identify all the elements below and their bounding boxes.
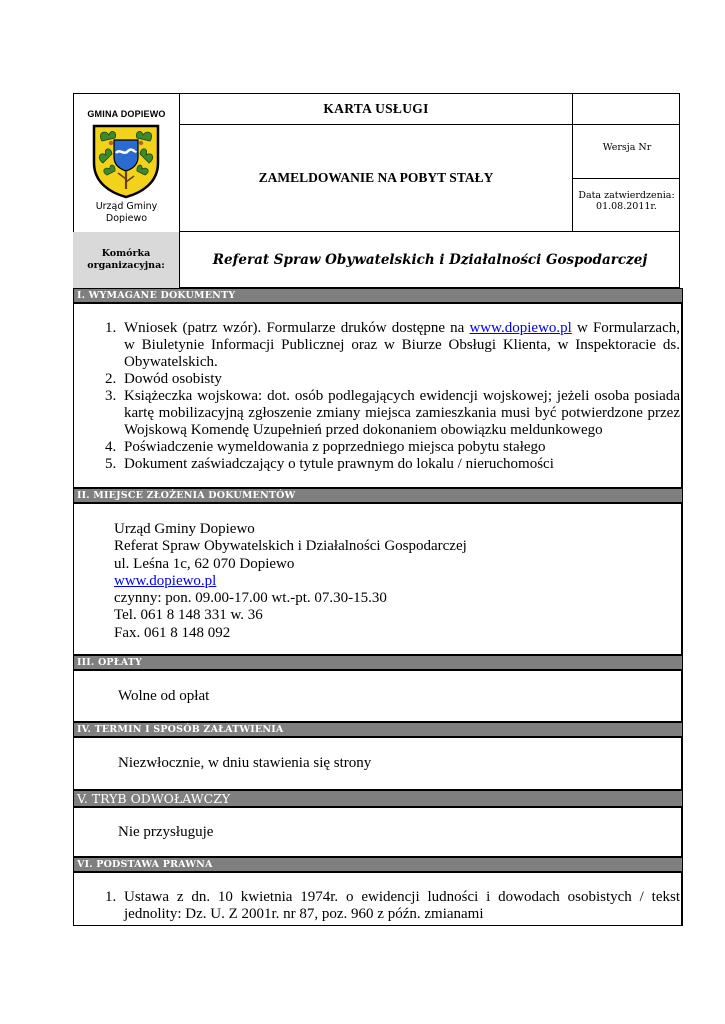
- title-right-cell: [572, 93, 680, 125]
- section-documents-body: [73, 303, 683, 488]
- office-name: [73, 201, 180, 225]
- unit-label-1: Komórka: [101, 248, 151, 259]
- opening-hours: czynny: pon. 09.00-17.00 wt.-pt. 07.30-15.30: [114, 590, 387, 607]
- documents-list: [74, 320, 681, 473]
- unit-label-cell: [73, 232, 180, 288]
- phone-number: Tel. 061 8 148 331 w. 36: [114, 607, 263, 624]
- list-item: 5. Dokument zaświadczający o tytule prawnym do lokalu / nieruchomości: [120, 456, 680, 473]
- address-office: Urząd Gminy Dopiewo: [114, 521, 255, 537]
- section-deadline-body: [73, 737, 683, 790]
- address-street: ul. Leśna 1c, 62 070 Dopiewo: [114, 555, 295, 572]
- approval-label: Data zatwierdzenia:: [578, 190, 675, 201]
- section-legal-body: [73, 872, 683, 926]
- list-item: 1. Ustawa z dn. 10 kwietnia 1974r. o ewidencji ludności i dowodach osobistych / tekst jednolity: Dz. U. Z 2001r. nr 87, poz. 960 z późn. zmianami: [120, 889, 680, 923]
- fax-number: Fax. 061 8 148 092: [114, 624, 231, 641]
- deadline-text: Niezwłocznie, w dniu stawienia się strony: [118, 755, 372, 771]
- website-link[interactable]: www.dopiewo.pl: [469, 320, 572, 336]
- list-item: 4. Poświadczenie wymeldowania z poprzedniego miejsca pobytu stałego: [120, 439, 680, 456]
- section-appeal-header: V. TRYB ODWOŁAWCZY: [73, 790, 683, 807]
- office-line-2: Dopiewo: [105, 213, 148, 224]
- website-link[interactable]: www.dopiewo.pl: [114, 572, 217, 589]
- section-appeal-body: [73, 807, 683, 857]
- section-fees-header: III. OPŁATY: [73, 655, 683, 670]
- unit-name: Referat Spraw Obywatelskich i Działalności Gospodarczej: [212, 252, 648, 268]
- logo-caption: GMINA DOPIEWO: [87, 109, 166, 119]
- section-documents-header: I. WYMAGANE DOKUMENTY: [73, 288, 683, 303]
- unit-label-2: organizacyjna:: [87, 260, 165, 271]
- section-place-body: [73, 503, 683, 655]
- list-item: 1. Wniosek (patrz wzór). Formularze druków dostępne na www.dopiewo.pl w Formularzach, w Biuletynie Informacji Publicznej oraz w Biurze Obsługi Klienta, w Inspektoracie ds. Obywatelskich.: [120, 320, 680, 371]
- list-item: 3. Książeczka wojskowa: dot. osób podlegających ewidencji wojskowej; jeżeli osoba posiada kartę mobilizacyjną zgłoszenie zmiany miejsca zamieszkania musi być potwierdzone przez Wojskową Komendę Uzupełnień przed dokonaniem obowiązku meldunkowego: [120, 388, 680, 439]
- approval-date: 01.08.2011r.: [596, 201, 657, 212]
- appeal-text: Nie przysługuje: [118, 824, 214, 840]
- office-line-1: Urząd Gminy: [95, 201, 158, 212]
- version-label: Wersja Nr: [602, 142, 652, 153]
- section-legal-header: VI. PODSTAWA PRAWNA: [73, 857, 683, 872]
- coat-of-arms-logo: [91, 123, 161, 199]
- approval-cell: [572, 179, 680, 232]
- list-item: 2. Dowód osobisty: [120, 371, 680, 388]
- legal-list: [74, 889, 681, 923]
- service-title: ZAMELDOWANIE NA POBYT STAŁY: [180, 125, 572, 232]
- fees-text: Wolne od opłat: [118, 688, 210, 704]
- version-cell: [572, 125, 680, 179]
- section-place-header: II. MIEJSCE ZŁOŻENIA DOKUMENTÓW: [73, 488, 683, 503]
- logo-cell: [73, 93, 180, 232]
- card-title: KARTA USŁUGI: [180, 93, 572, 125]
- section-deadline-header: IV. TERMIN I SPOSÓB ZAŁATWIENIA: [73, 722, 683, 737]
- address-unit: Referat Spraw Obywatelskich i Działalności Gospodarczej: [114, 538, 467, 555]
- section-fees-body: [73, 670, 683, 722]
